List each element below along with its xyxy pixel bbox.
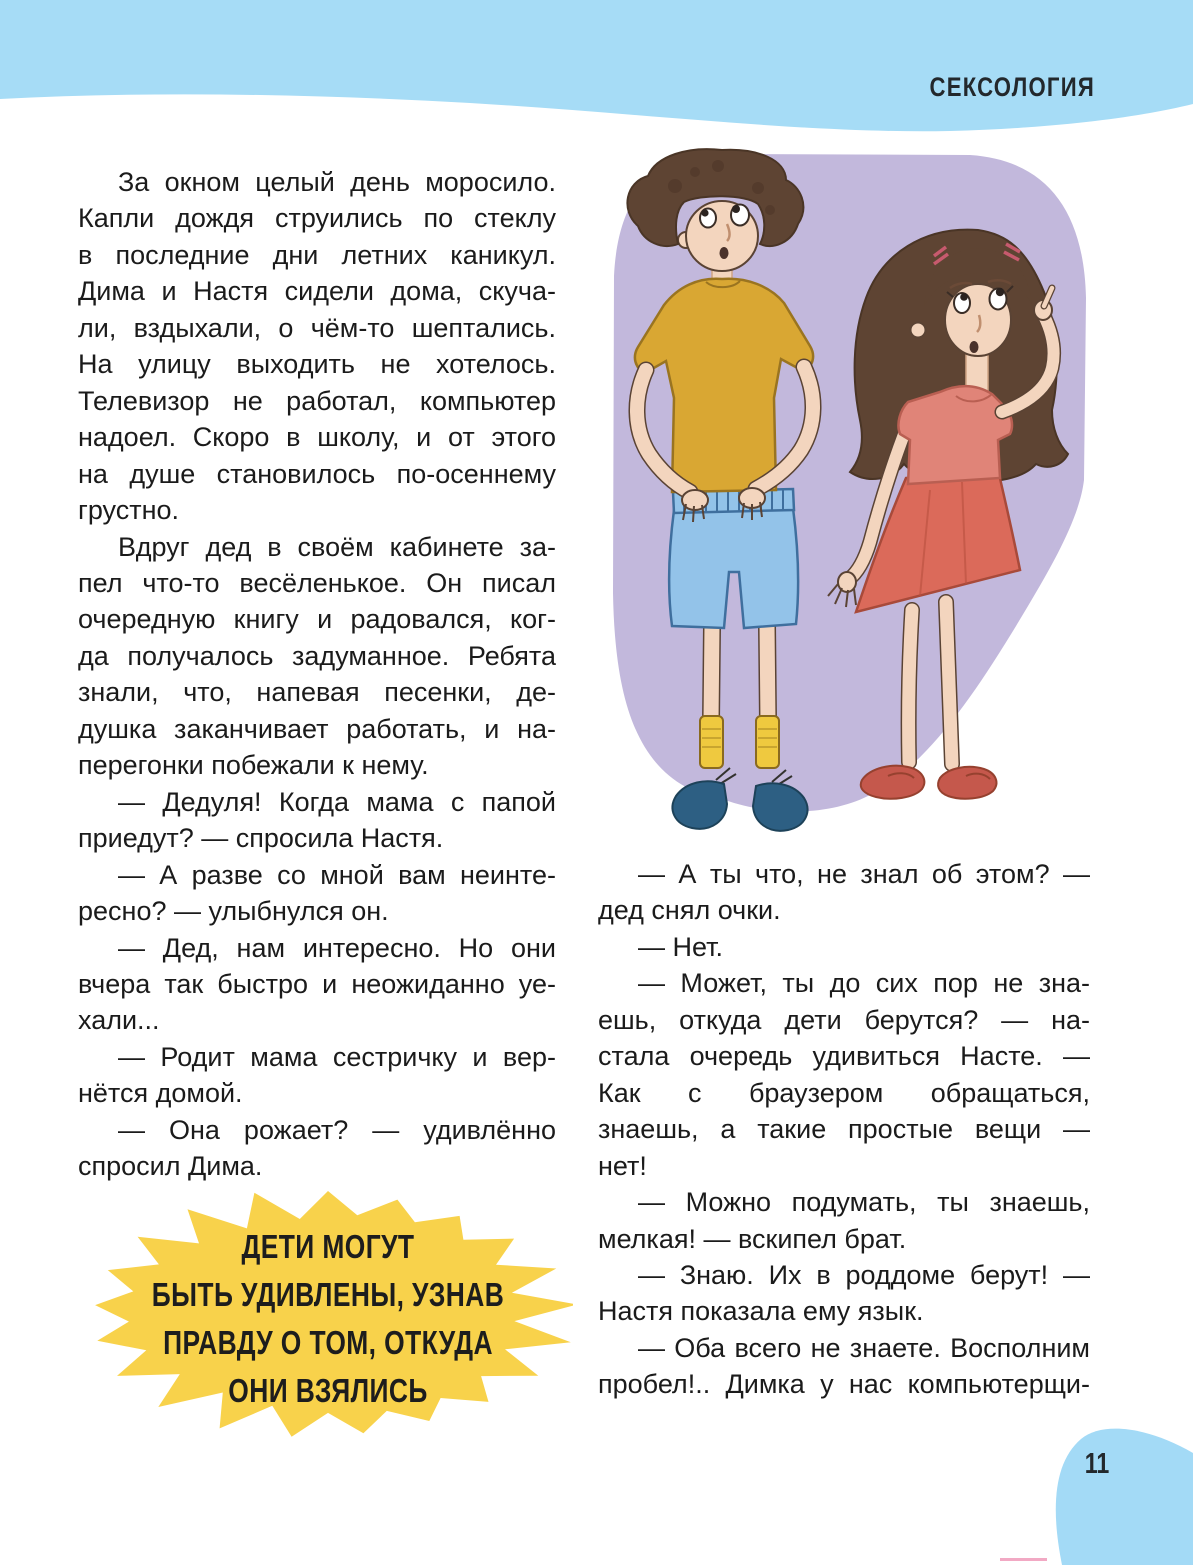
illustration-boy-and-girl [600,148,1092,843]
pink-divider-line [1000,1558,1047,1561]
story-text-line: душка заканчивает работать, и на- [78,713,556,744]
story-text-line: Капли дождя струились по стеклу [78,203,556,234]
story-text-line: Настя показала ему язык. [598,1296,924,1327]
page-number-blob [1043,1425,1193,1565]
story-text-line: дед снял очки. [598,895,781,926]
story-text-line: — А ты что, не знал об этом? — [638,859,1090,889]
right-text-column [598,856,1090,1403]
header-wave-band [0,0,1193,140]
callout-text-line: ПРАВДУ О ТОМ, ОТКУДА [163,1324,493,1361]
wave-shape [0,0,1193,131]
story-text-line: На улицу выходить не хотелось. [78,349,556,380]
story-text-line: ешь, откуда дети берутся? — на- [598,1004,1090,1035]
story-text-line: стала очередь удивиться Насте. — [598,1041,1090,1072]
story-text-line: да получалось задуманное. Ребята [78,640,556,671]
story-text-line: надоел. Скоро в школу, и от этого [78,422,556,453]
story-text-line: — Нет. [638,931,723,962]
story-text-line: — Родит мама сестричку и вер- [118,1041,556,1072]
page-number: 11 [1084,1448,1110,1480]
story-text-line: — Она рожает? — удивлённо [118,1114,556,1145]
story-text-line: — Знаю. Их в роддоме берут! — [638,1259,1090,1290]
story-text-line: приедут? — спросила Настя. [78,823,444,854]
story-text-line: хали... [78,1005,160,1036]
story-text-line: Телевизор не работал, компьютер [78,385,556,416]
story-text-line: знали, что, напевая песенки, де- [78,677,556,708]
story-text-line: перегонки побежали к нему. [78,750,429,781]
story-text-line: — Оба всего не знаете. Восполним [638,1332,1090,1363]
story-text-line: — Можно подумать, ты знаешь, [638,1187,1090,1218]
story-text-line: пробел!.. Димка у нас компьютерщи- [598,1369,1090,1400]
story-text-line: знаешь, а такие простые вещи — [598,1114,1090,1145]
story-text-line: в последние дни летних каникул. [78,239,556,270]
girl-right-shoe [938,767,996,799]
story-text-line: Дима и Настя сидели дома, скуча- [78,276,556,307]
story-text-line: очередную книгу и радовался, ког- [78,604,556,635]
story-text-line: Как с браузером обращаться, [598,1077,1090,1108]
story-text-line: ресно? — улыбнулся он. [78,896,389,927]
callout-text-line: ОНИ ВЗЯЛИСЬ [228,1372,428,1409]
left-text-column [78,164,556,1185]
callout-text [132,1223,524,1415]
story-text-line: на душе становилось по-осеннему [78,458,556,489]
story-text-line: Вдруг дед в своём кабинете за- [118,531,556,562]
story-text-line: грустно. [78,495,180,526]
story-text-line: пел что-то весёленькое. Он писал [78,567,556,598]
story-text-line: — Дед, нам интересно. Но они [118,932,556,963]
story-text-line: За окном целый день моросило. [118,167,556,197]
callout-starburst [83,1186,573,1444]
story-text-line: — А разве со мной вам неинте- [118,859,556,890]
story-text-line: — Может, ты до сих пор не зна- [638,968,1090,999]
story-text-line: нётся домой. [78,1078,243,1109]
boy-left-shoe [673,781,727,828]
story-text-line: мелкая! — вскипел брат. [598,1223,907,1254]
story-text-line: вчера так быстро и неожиданно уе- [78,968,556,999]
corner-blob-shape [1056,1429,1193,1565]
story-text-line: нет! [598,1150,647,1181]
story-text-line: спросил Дима. [78,1151,263,1182]
callout-text-line: ДЕТИ МОГУТ [241,1228,415,1265]
chapter-title: СЕКСОЛОГИЯ [929,72,1095,102]
callout-text-line: БЫТЬ УДИВЛЕНЫ, УЗНАВ [151,1276,505,1313]
story-text-line: — Дедуля! Когда мама с папой [118,786,556,817]
story-text-line: ли, вздыхали, о чём-то шептались. [78,312,556,343]
girl-top [898,386,1012,484]
